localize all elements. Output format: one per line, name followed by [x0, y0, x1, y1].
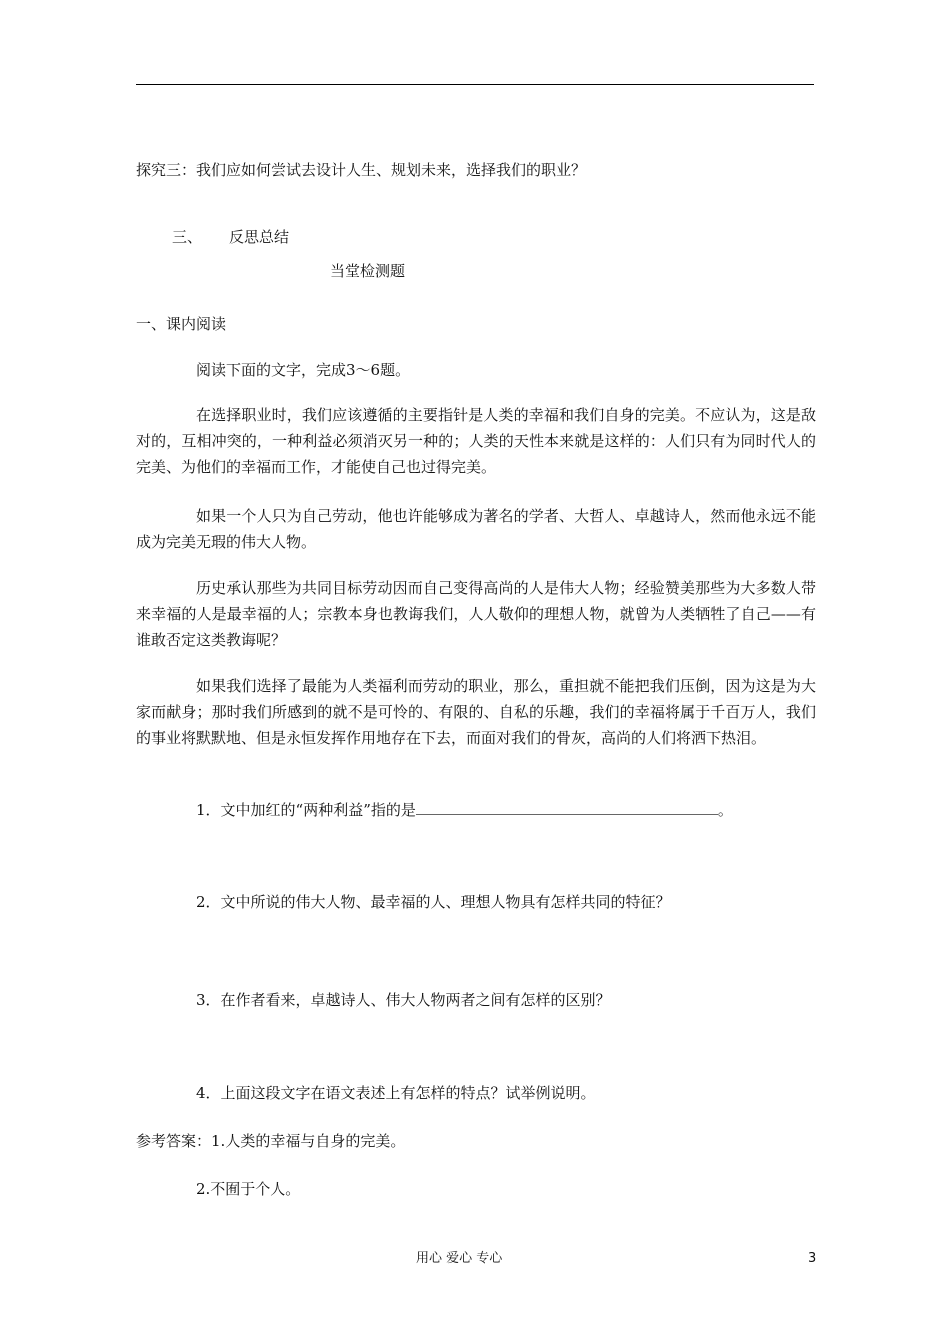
answer-1: 1.人类的幸福与自身的完美。: [211, 1132, 406, 1150]
part-one-heading: 一、课内阅读: [136, 315, 227, 333]
answer-blank[interactable]: [416, 800, 718, 815]
section-three-title: 反思总结: [229, 228, 290, 246]
question-1-text: 1．文中加红的“两种利益”指的是: [196, 801, 416, 819]
answers-line-1: [136, 1130, 405, 1152]
footer-motto: 用心 爱心 专心: [416, 1251, 503, 1266]
reading-instruction: 阅读下面的文字，完成3～6题。: [196, 361, 411, 379]
answers-label: 参考答案：: [136, 1132, 212, 1150]
test-title: 当堂检测题: [330, 262, 406, 280]
answer-2: 2.不囿于个人。: [196, 1180, 301, 1198]
passage-paragraph-3: 历史承认那些为共同目标劳动因而自己变得高尚的人是伟大人物；经验赞美那些为大多数人带来幸福的人是最幸福的人；宗教本身也教诲我们，人人敬仰的理想人物，就曾为人类牺牲了自己——有谁敢否定这类教诲呢？: [136, 579, 816, 649]
question-4: 4．上面这段文字在语文表述上有怎样的特点？试举例说明。: [196, 1084, 596, 1102]
question-3: 3．在作者看来，卓越诗人、伟大人物两者之间有怎样的区别？: [196, 991, 611, 1009]
page-number: 3: [808, 1251, 817, 1266]
section-three-number: 三、: [172, 228, 203, 246]
question-1-end: 。: [717, 801, 733, 819]
passage-paragraph-4: 如果我们选择了最能为人类福利而劳动的职业，那么，重担就不能把我们压倒，因为这是为大家而献身；那时我们所感到的就不是可怜的、有限的、自私的乐趣，我们的幸福将属于千百万人，我们的事业将默默地、但是永恒发挥作用地存在下去，而面对我们的骨灰，高尚的人们将洒下热泪。: [136, 677, 816, 747]
question-1: [196, 799, 733, 821]
explore-three-question: 探究三：我们应如何尝试去设计人生、规划未来，选择我们的职业？: [136, 161, 587, 179]
passage-paragraph-2: 如果一个人只为自己劳动，他也许能够成为著名的学者、大哲人、卓越诗人，然而他永远不能成为完美无瑕的伟大人物。: [136, 507, 816, 551]
header-rule: [136, 84, 814, 85]
passage-paragraph-1: 在选择职业时，我们应该遵循的主要指针是人类的幸福和我们自身的完美。不应认为，这是敌对的，互相冲突的，一种利益必须消灭另一种的；人类的天性本来就是这样的：人们只有为同时代人的完美、为他们的幸福而工作，才能使自己也过得完美。: [136, 406, 816, 476]
question-2: 2．文中所说的伟大人物、最幸福的人、理想人物具有怎样共同的特征？: [196, 893, 671, 911]
